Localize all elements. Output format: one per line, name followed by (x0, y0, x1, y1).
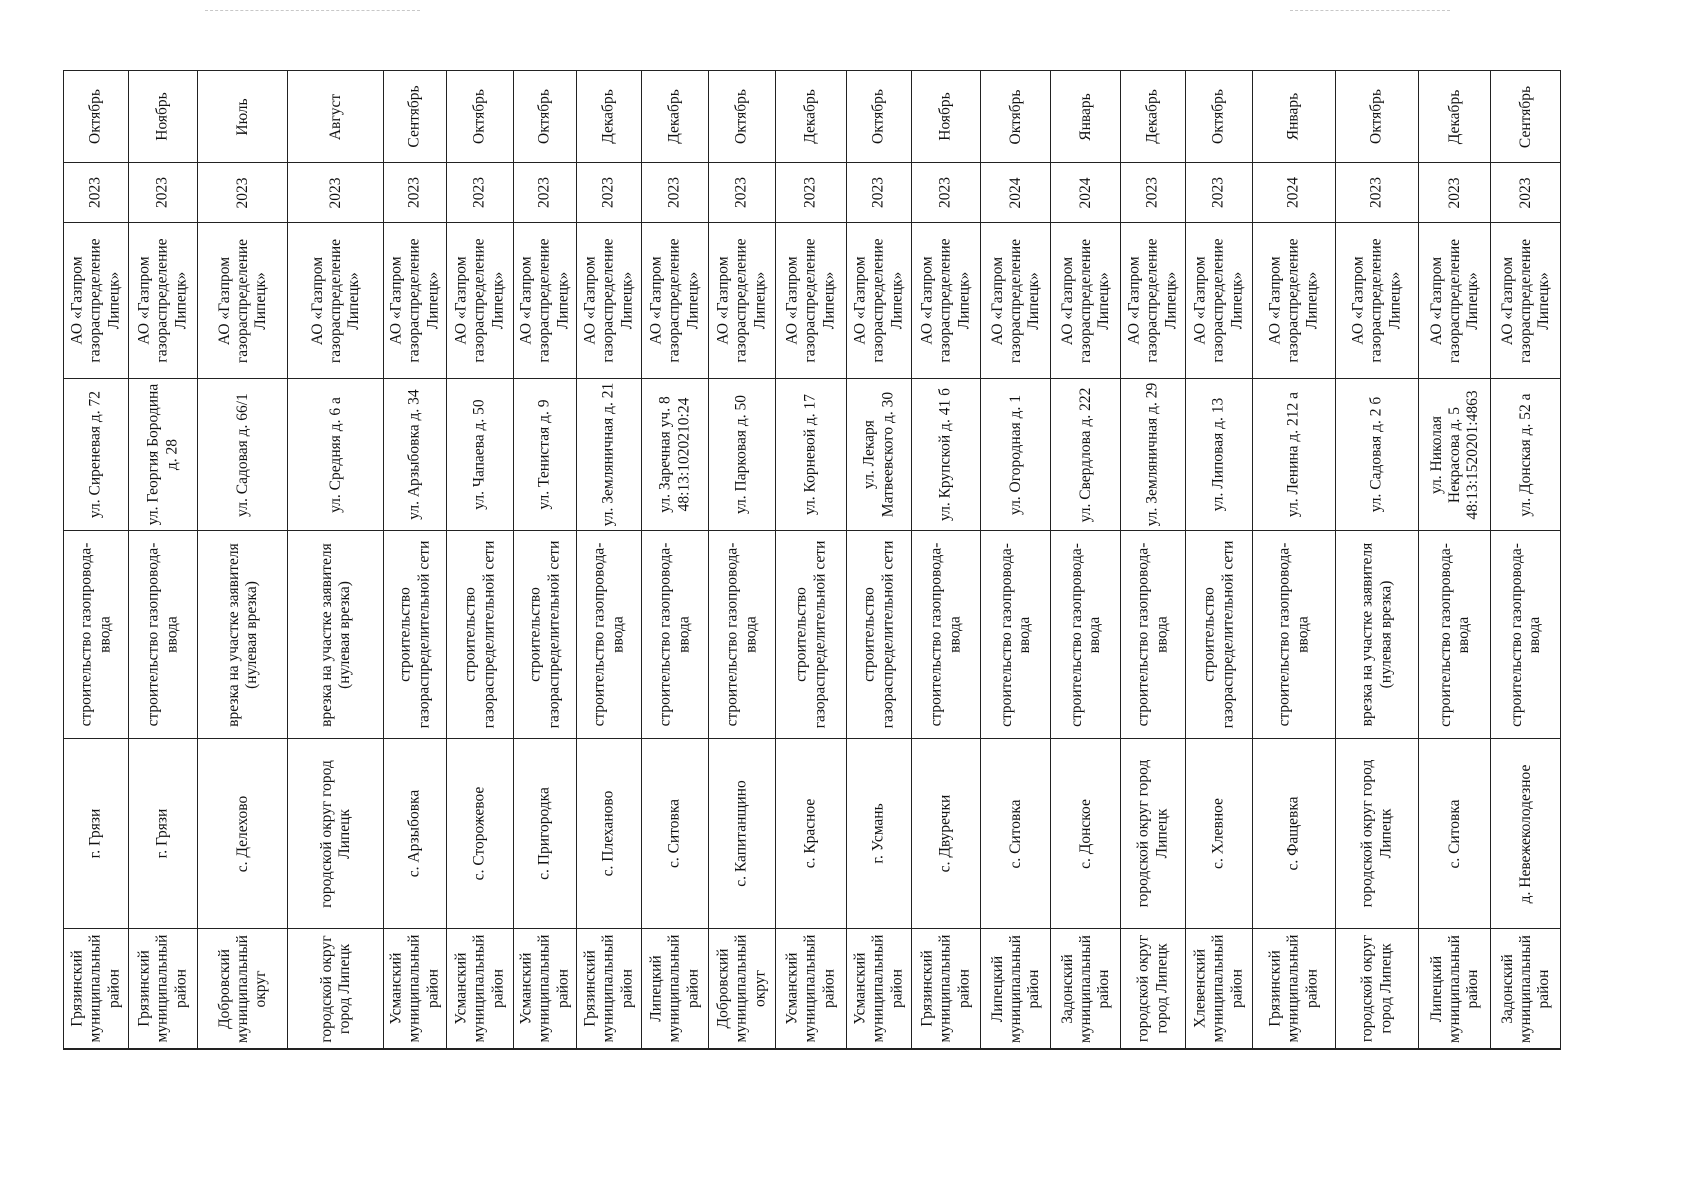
cell-district-text: Добровский муниципальный округ (714, 934, 769, 1043)
cell-locality-text: с. Ситовка (1445, 798, 1463, 869)
cell-work-text: строительство газопровода-ввода (927, 542, 963, 727)
cell-work (1490, 530, 1561, 739)
cell-locality (513, 738, 577, 929)
cell-locality (128, 738, 198, 929)
cell-locality (287, 738, 384, 929)
cell-month-text: Январь (1076, 92, 1094, 141)
cell-org-text: АО «Газпром газораспределение Липецк» (1427, 238, 1481, 363)
cell-work (775, 530, 847, 739)
cell-year-text: 2023 (535, 177, 553, 208)
cell-address (1252, 378, 1336, 531)
cell-org (846, 222, 912, 379)
cell-work (641, 530, 709, 739)
cell-district-text: Усманский муниципальный район (517, 934, 572, 1043)
cell-year-text: 2024 (1076, 177, 1094, 208)
cell-address (383, 378, 447, 531)
cell-district (1252, 928, 1336, 1049)
cell-district (197, 928, 288, 1049)
cell-year (1490, 162, 1561, 223)
cell-address-text: ул. Ленина д. 212 а (1284, 391, 1302, 518)
cell-month-text: Январь (1284, 92, 1302, 141)
cell-locality-text: г. Грязи (153, 808, 171, 859)
cell-locality (63, 738, 129, 929)
cell-month-text: Июль (233, 97, 251, 136)
cell-work (513, 530, 577, 739)
cell-district-text: Усманский муниципальный район (387, 934, 442, 1043)
cell-locality (641, 738, 709, 929)
cell-work-text: строительство газопровода-ввода (1275, 542, 1311, 727)
cell-month (775, 70, 847, 163)
cell-locality (576, 738, 642, 929)
cell-month (1050, 70, 1121, 163)
cell-address (576, 378, 642, 531)
cell-year (513, 162, 577, 223)
cell-month (513, 70, 577, 163)
cell-work-text: строительство газопровода-ввода (723, 542, 759, 727)
cell-work-text: строительство газопровода-ввода (1507, 542, 1543, 727)
cell-org-text: АО «Газпром газораспределение Липецк» (1498, 238, 1552, 363)
cell-month (63, 70, 129, 163)
cell-work-text: строительство газораспределительной сети (1200, 540, 1236, 729)
cell-org-text: АО «Газпром газораспределение Липецк» (452, 238, 507, 363)
cell-org-text: АО «Газпром газораспределение Липецк» (851, 238, 906, 363)
cell-month-text: Декабрь (599, 89, 617, 144)
cell-work (1418, 530, 1491, 739)
cell-year-text: 2024 (1284, 177, 1302, 208)
cell-month (1252, 70, 1336, 163)
cell-district-text: Усманский муниципальный район (783, 934, 838, 1043)
cell-year (1418, 162, 1491, 223)
cell-month-text: Август (326, 93, 344, 140)
cell-org (63, 222, 129, 379)
cell-month-text: Октябрь (1367, 89, 1385, 144)
cell-address (128, 378, 198, 531)
cell-address-text: ул. Донская д. 52 а (1516, 392, 1534, 517)
cell-locality (775, 738, 847, 929)
cell-month (846, 70, 912, 163)
cell-org-text: АО «Газпром газораспределение Липецк» (215, 238, 269, 363)
cell-month (1490, 70, 1561, 163)
cell-year-text: 2024 (1006, 177, 1024, 208)
cell-year (446, 162, 514, 223)
cell-month-text: Сентябрь (1516, 85, 1534, 148)
cell-address (980, 378, 1051, 531)
cell-work (846, 530, 912, 739)
cell-year-text: 2023 (1516, 177, 1534, 208)
cell-district-text: Липецкий муниципальный район (1427, 934, 1481, 1043)
cell-district (1120, 928, 1186, 1049)
cell-org-text: АО «Газпром газораспределение Липецк» (647, 238, 702, 363)
cell-district-text: Хлевенский муниципальный район (1191, 934, 1246, 1043)
cell-district (1418, 928, 1491, 1049)
cell-locality (1335, 738, 1419, 929)
cell-district-text: Усманский муниципальный район (851, 934, 906, 1043)
cell-locality (1120, 738, 1186, 929)
cell-locality-text: с. Делехово (233, 795, 251, 872)
cell-locality-text: д. Невежеколодезное (1516, 764, 1534, 903)
cell-work-text: строительство газораспределительной сети (526, 540, 562, 729)
cell-work-text: строительство газораспределительной сети (461, 540, 497, 729)
cell-year-text: 2023 (732, 177, 750, 208)
cell-year (128, 162, 198, 223)
cell-org (128, 222, 198, 379)
cell-locality-text: с. Плеханово (599, 790, 617, 877)
cell-locality (1185, 738, 1253, 929)
cell-org (708, 222, 776, 379)
cell-locality (383, 738, 447, 929)
cell-address-text: ул. Средняя д. 6 а (326, 396, 344, 513)
cell-year (197, 162, 288, 223)
cell-address-text: ул. Крупской д. 41 б (936, 388, 954, 521)
cell-org (1120, 222, 1186, 379)
cell-locality (1418, 738, 1491, 929)
cell-org-text: АО «Газпром газораспределение Липецк» (1266, 238, 1321, 363)
cell-locality-text: городской округ город Липецк (1358, 759, 1394, 908)
cell-address-text: ул. Садовая д. 2 б (1367, 396, 1385, 513)
cell-district-text: Липецкий муниципальный район (988, 934, 1042, 1043)
cell-month-text: Октябрь (1006, 89, 1024, 144)
cell-work (1185, 530, 1253, 739)
cell-address (846, 378, 912, 531)
cell-district (980, 928, 1051, 1049)
cell-year-text: 2023 (1209, 177, 1227, 208)
cell-address-text: ул. Сиреневая д. 72 (86, 390, 104, 519)
cell-month-text: Ноябрь (936, 92, 954, 141)
cell-district-text: Грязинский муниципальный район (918, 934, 973, 1043)
cell-month (641, 70, 709, 163)
cell-org (641, 222, 709, 379)
cell-locality-text: с. Сторожевое (470, 786, 488, 881)
cell-org (1418, 222, 1491, 379)
cell-org-text: АО «Газпром газораспределение Липецк» (68, 238, 123, 363)
cell-year (846, 162, 912, 223)
cell-district (383, 928, 447, 1049)
cell-work (911, 530, 981, 739)
cell-org-text: АО «Газпром газораспределение Липецк» (1191, 238, 1246, 363)
cell-org (446, 222, 514, 379)
cell-month (287, 70, 384, 163)
cell-org-text: АО «Газпром газораспределение Липецк» (783, 238, 838, 363)
cell-org-text: АО «Газпром газораспределение Липецк» (988, 238, 1042, 363)
cell-year (287, 162, 384, 223)
cell-month (980, 70, 1051, 163)
cell-district (641, 928, 709, 1049)
cell-district-text: Грязинский муниципальный район (581, 934, 636, 1043)
cell-org (287, 222, 384, 379)
cell-locality-text: с. Фащевка (1284, 796, 1302, 871)
cell-month-text: Октябрь (470, 89, 488, 144)
cell-work-text: строительство газораспределительной сети (396, 540, 432, 729)
cell-year-text: 2023 (1445, 177, 1463, 208)
cell-district (576, 928, 642, 1049)
cell-month-text: Декабрь (801, 89, 819, 144)
cell-year-text: 2023 (470, 177, 488, 208)
cell-locality-text: с. Ситовка (665, 798, 683, 869)
cell-address-text: ул. Садовая д. 66/1 (233, 392, 251, 517)
cell-work-text: строительство газораспределительной сети (792, 540, 828, 729)
cell-org (1252, 222, 1336, 379)
cell-work (576, 530, 642, 739)
cell-address (1335, 378, 1419, 531)
cell-year (775, 162, 847, 223)
cell-address (287, 378, 384, 531)
cell-district-text: городской округ город Липецк (317, 934, 353, 1043)
cell-locality (197, 738, 288, 929)
cell-year (1050, 162, 1121, 223)
cell-year-text: 2023 (233, 177, 251, 208)
cell-month (1185, 70, 1253, 163)
cell-year (1335, 162, 1419, 223)
cell-month-text: Декабрь (665, 89, 683, 144)
cell-work (1335, 530, 1419, 739)
cell-month-text: Ноябрь (153, 92, 171, 141)
cell-work-text: строительство газопровода-ввода (1436, 542, 1472, 727)
cell-month (383, 70, 447, 163)
cell-district (513, 928, 577, 1049)
cell-locality-text: с. Пригородка (535, 787, 553, 880)
cell-year-text: 2023 (599, 177, 617, 208)
cell-year-text: 2023 (801, 177, 819, 208)
cell-month (446, 70, 514, 163)
cell-org (911, 222, 981, 379)
cell-work (383, 530, 447, 739)
cell-address (775, 378, 847, 531)
cell-address-text: ул. Заречная уч. 8 48:13:1020210:24 (656, 396, 692, 513)
cell-district (846, 928, 912, 1049)
cell-work (1050, 530, 1121, 739)
cell-org (980, 222, 1051, 379)
cell-locality (446, 738, 514, 929)
cell-year (911, 162, 981, 223)
cell-month (576, 70, 642, 163)
cell-work-text: строительство газопровода-ввода (997, 542, 1033, 727)
cell-work-text: строительство газопровода-ввода (656, 542, 692, 727)
cell-locality-text: с. Арзыбовка (405, 789, 423, 878)
cell-locality-text: с. Капитанщино (732, 780, 750, 887)
cell-year (980, 162, 1051, 223)
cell-district (1335, 928, 1419, 1049)
cell-year (1252, 162, 1336, 223)
cell-month-text: Декабрь (1143, 89, 1161, 144)
cell-locality-text: с. Красное (801, 798, 819, 869)
cell-locality (980, 738, 1051, 929)
cell-address-text: ул. Николая Некрасова д. 5 48:13:1520201:4863 (1427, 389, 1481, 520)
cell-address (1185, 378, 1253, 531)
cell-org-text: АО «Газпром газораспределение Липецк» (517, 238, 572, 363)
cell-org-text: АО «Газпром газораспределение Липецк» (308, 238, 362, 363)
cell-year (641, 162, 709, 223)
cell-district (1185, 928, 1253, 1049)
cell-work-text: строительство газопровода-ввода (1067, 542, 1103, 727)
cell-month (708, 70, 776, 163)
cell-month (1120, 70, 1186, 163)
cell-work (197, 530, 288, 739)
cell-district (708, 928, 776, 1049)
cell-address-text: ул. Георгия Бородина д. 28 (144, 383, 180, 526)
cell-locality-text: с. Донское (1076, 798, 1094, 869)
cell-work (708, 530, 776, 739)
cell-district-text: Задонский муниципальный район (1058, 934, 1112, 1043)
cell-month-text: Октябрь (1209, 89, 1227, 144)
cell-month-text: Октябрь (535, 89, 553, 144)
cell-address-text: ул. Земляничная д. 29 (1143, 382, 1161, 527)
cell-address-text: ул. Лекаря Матвеевского д. 30 (860, 391, 896, 518)
cell-address-text: ул. Липовая д. 13 (1209, 397, 1227, 512)
cell-locality-text: городской округ город Липецк (317, 759, 353, 908)
cell-year (1120, 162, 1186, 223)
cell-work (63, 530, 129, 739)
cell-org (1335, 222, 1419, 379)
cell-work (287, 530, 384, 739)
cell-district-text: Усманский муниципальный район (452, 934, 507, 1043)
cell-address (708, 378, 776, 531)
cell-locality-text: г. Усмань (869, 803, 887, 864)
cell-locality (846, 738, 912, 929)
cell-month-text: Октябрь (869, 89, 887, 144)
cell-district-text: городской округ город Липецк (1134, 934, 1170, 1043)
cell-work (1120, 530, 1186, 739)
cell-address (1050, 378, 1121, 531)
cell-year-text: 2023 (665, 177, 683, 208)
cell-org (197, 222, 288, 379)
cell-work (980, 530, 1051, 739)
cell-district (63, 928, 129, 1049)
cell-work (446, 530, 514, 739)
cell-locality-text: с. Двуречки (936, 794, 954, 873)
cell-work-text: строительство газопровода-ввода (144, 542, 180, 727)
cell-org (576, 222, 642, 379)
cell-org-text: АО «Газпром газораспределение Липецк» (1125, 238, 1180, 363)
cell-year-text: 2023 (326, 177, 344, 208)
cell-locality (911, 738, 981, 929)
cell-month-text: Октябрь (86, 89, 104, 144)
cell-org (775, 222, 847, 379)
cell-year (1185, 162, 1253, 223)
cell-work (1252, 530, 1336, 739)
cell-address-text: ул. Арзыбовка д. 34 (405, 389, 423, 520)
cell-org (1050, 222, 1121, 379)
cell-address (1490, 378, 1561, 531)
cell-work-text: врезка на участке заявителя (нулевая врезка) (1358, 542, 1394, 727)
cell-month (197, 70, 288, 163)
cell-work (128, 530, 198, 739)
cell-district (128, 928, 198, 1049)
cell-year-text: 2023 (405, 177, 423, 208)
cell-district-text: Липецкий муниципальный район (647, 934, 702, 1043)
cell-org (383, 222, 447, 379)
cell-address-text: ул. Парковая д. 50 (732, 395, 750, 515)
cell-district (1490, 928, 1561, 1049)
cell-district (446, 928, 514, 1049)
cell-address-text: ул. Корневой д. 17 (801, 393, 819, 516)
cell-address (641, 378, 709, 531)
cell-year-text: 2023 (869, 177, 887, 208)
cell-month-text: Декабрь (1445, 89, 1463, 144)
cell-work-text: строительство газопровода-ввода (590, 542, 626, 727)
cell-district-text: Грязинский муниципальный район (135, 934, 190, 1043)
cell-org-text: АО «Газпром газораспределение Липецк» (581, 238, 636, 363)
cell-district (775, 928, 847, 1049)
cell-locality-text: городской округ город Липецк (1134, 759, 1170, 908)
cell-district (911, 928, 981, 1049)
cell-locality-text: с. Хлевное (1209, 798, 1227, 869)
cell-locality-text: г. Грязи (86, 808, 104, 859)
cell-year (383, 162, 447, 223)
cell-work-text: строительство газопровода-ввода (1134, 542, 1170, 727)
cell-locality (1252, 738, 1336, 929)
cell-year-text: 2023 (86, 177, 104, 208)
cell-district-text: Добровский муниципальный округ (215, 934, 269, 1043)
cell-address (446, 378, 514, 531)
cell-address (197, 378, 288, 531)
cell-address (1120, 378, 1186, 531)
cell-org-text: АО «Газпром газораспределение Липецк» (135, 238, 190, 363)
cell-district-text: Грязинский муниципальный район (68, 934, 123, 1043)
cell-org-text: АО «Газпром газораспределение Липецк» (918, 238, 973, 363)
cell-locality (1490, 738, 1561, 929)
cell-address-text: ул. Чапаева д. 50 (470, 399, 488, 510)
cell-district-text: городской округ город Липецк (1358, 934, 1394, 1043)
cell-month (1335, 70, 1419, 163)
cell-work-text: строительство газопровода-ввода (77, 542, 113, 727)
cell-work-text: строительство газораспределительной сети (860, 540, 896, 729)
cell-district-text: Задонский муниципальный район (1498, 934, 1552, 1043)
cell-org-text: АО «Газпром газораспределение Липецк» (1058, 238, 1112, 363)
cell-work-text: врезка на участке заявителя (нулевая врезка) (317, 542, 353, 727)
cell-month (128, 70, 198, 163)
cell-address-text: ул. Земляничная д. 21 (599, 382, 617, 527)
cell-month (911, 70, 981, 163)
cell-year (576, 162, 642, 223)
cell-year-text: 2023 (153, 177, 171, 208)
cell-year (63, 162, 129, 223)
cell-district (1050, 928, 1121, 1049)
cell-district (287, 928, 384, 1049)
cell-address-text: ул. Тенистая д. 9 (535, 399, 553, 510)
cell-year-text: 2023 (1143, 177, 1161, 208)
cell-address (63, 378, 129, 531)
cell-org (513, 222, 577, 379)
cell-locality (1050, 738, 1121, 929)
cell-month-text: Сентябрь (405, 85, 423, 148)
cell-address (513, 378, 577, 531)
cell-month (1418, 70, 1491, 163)
cell-org (1490, 222, 1561, 379)
cell-work-text: врезка на участке заявителя (нулевая врезка) (224, 542, 260, 727)
cell-address-text: ул. Свердлова д. 222 (1076, 387, 1094, 522)
cell-year (708, 162, 776, 223)
cell-year-text: 2023 (1367, 177, 1385, 208)
cell-year-text: 2023 (936, 177, 954, 208)
cell-locality-text: с. Ситовка (1006, 798, 1024, 869)
cell-month-text: Октябрь (732, 89, 750, 144)
cell-org (1185, 222, 1253, 379)
cell-org-text: АО «Газпром газораспределение Липецк» (1349, 238, 1404, 363)
cell-address (1418, 378, 1491, 531)
cell-address-text: ул. Огородная д. 1 (1006, 394, 1024, 515)
cell-address (911, 378, 981, 531)
cell-org-text: АО «Газпром газораспределение Липецк» (714, 238, 769, 363)
cell-org-text: АО «Газпром газораспределение Липецк» (387, 238, 442, 363)
cell-locality (708, 738, 776, 929)
cell-district-text: Грязинский муниципальный район (1266, 934, 1321, 1043)
